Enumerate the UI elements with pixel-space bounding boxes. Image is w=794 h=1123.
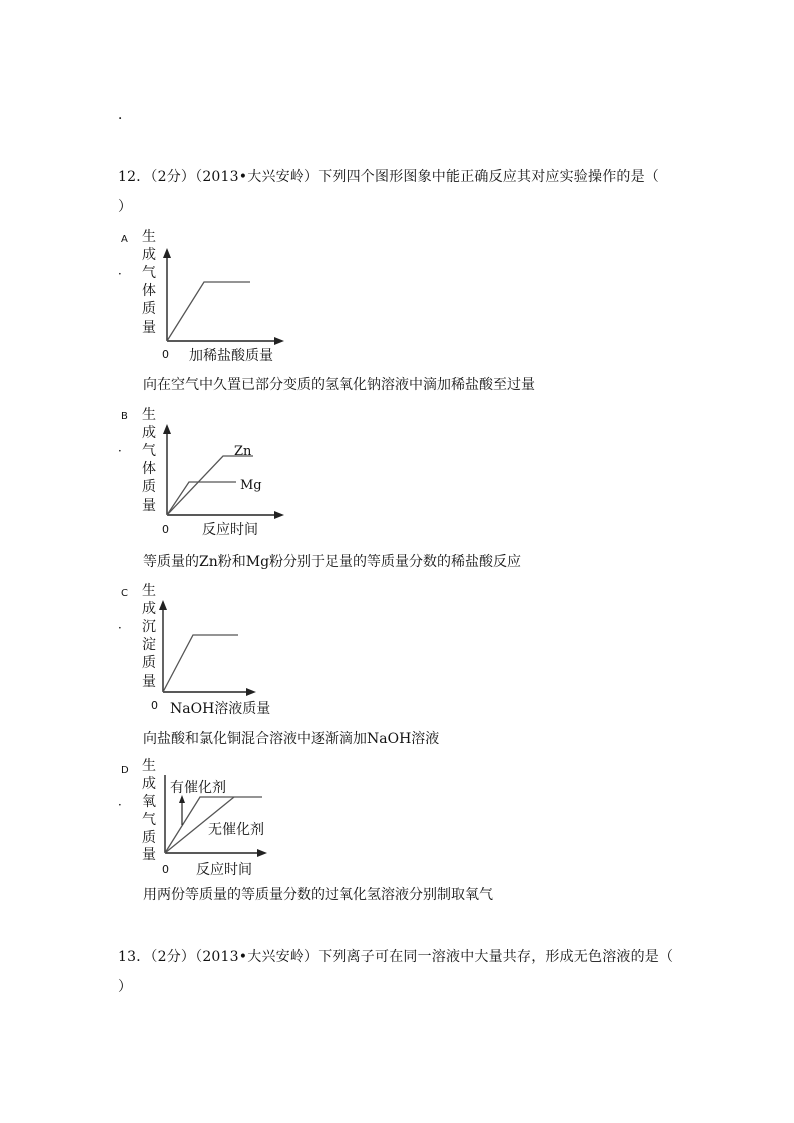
graph-c-ylabel-4: 淀 [142, 637, 156, 653]
option-c-caption: 向盐酸和氯化铜混合溶液中逐渐滴加NaOH溶液 [143, 731, 440, 747]
graph-d-pointer-arrow [179, 795, 185, 803]
graph-d-xlabel: 反应时间 [196, 862, 252, 878]
option-c-letter[interactable]: C [121, 588, 128, 599]
graph-d-origin: 0 [162, 863, 169, 876]
option-b-letter[interactable]: B [121, 411, 128, 422]
graph-b-ylabel-1: 生 [142, 407, 156, 423]
graph-d-ylabel-4: 气 [142, 812, 156, 828]
q13-stem-line2: ） [118, 979, 133, 995]
graph-d-label-catalyst: 有催化剂 [170, 780, 226, 796]
graph-a-curve [167, 282, 250, 341]
q12-stem-line2: ） [118, 199, 133, 215]
graph-a-ylabel-3: 气 [142, 265, 156, 281]
graph-c [136, 578, 296, 723]
graph-b-origin: 0 [162, 523, 169, 536]
graph-b-label-mg: Mg [240, 478, 262, 493]
option-c-dot: ． [118, 617, 131, 631]
top-mark: ． [118, 107, 133, 123]
option-d-caption: 用两份等质量的等质量分数的过氧化氢溶液分别制取氧气 [143, 887, 493, 903]
graph-b-ylabel-4: 体 [142, 461, 156, 477]
graph-a-ylabel-2: 成 [142, 247, 156, 263]
option-a-caption: 向在空气中久置已部分变质的氢氧化钠溶液中滴加稀盐酸至过量 [143, 377, 535, 393]
option-b-dot: ． [118, 440, 131, 454]
graph-b-ylabel-6: 量 [142, 498, 156, 514]
graph-c-y-arrow [159, 600, 167, 610]
graph-d-ylabel-1: 生 [142, 758, 156, 774]
option-a-dot: ． [118, 263, 131, 277]
graph-b [136, 402, 296, 547]
q12-stem-line1: 12．（2分）（2013•大兴安岭）下列四个图形图象中能正确反应其对应实验操作的是（ [118, 169, 660, 185]
graph-c-x-arrow [246, 688, 256, 696]
graph-d-ylabel-5: 质 [142, 830, 156, 846]
option-a-letter[interactable]: A [121, 234, 128, 245]
graph-b-ylabel-5: 质 [142, 479, 156, 495]
graph-b-x-arrow [274, 511, 284, 519]
graph-b-ylabel-3: 气 [142, 443, 156, 459]
graph-a-xlabel: 加稀盐酸质量 [189, 348, 273, 364]
graph-a-ylabel-4: 体 [142, 283, 156, 299]
graph-c-ylabel-6: 量 [142, 674, 156, 690]
graph-a-ylabel-1: 生 [142, 229, 156, 245]
graph-d-ylabel-6: 量 [142, 847, 156, 863]
graph-c-ylabel-1: 生 [142, 583, 156, 599]
graph-d-x-arrow [257, 849, 267, 857]
graph-d-ylabel-2: 成 [142, 776, 156, 792]
graph-c-ylabel-2: 成 [142, 601, 156, 617]
graph-b-y-arrow [163, 424, 171, 434]
graph-a [136, 224, 296, 369]
graph-b-xlabel: 反应时间 [202, 522, 258, 538]
graph-c-origin: 0 [151, 699, 158, 712]
graph-a-origin: 0 [162, 348, 169, 361]
graph-a-ylabel-6: 量 [142, 320, 156, 336]
graph-d [136, 753, 296, 883]
graph-c-ylabel-5: 质 [142, 655, 156, 671]
option-d-letter[interactable]: D [121, 765, 129, 776]
graph-a-ylabel-5: 质 [142, 301, 156, 317]
graph-d-label-no-catalyst: 无催化剂 [208, 822, 264, 838]
graph-c-ylabel-3: 沉 [142, 619, 156, 635]
graph-b-label-zn: Zn [234, 444, 252, 459]
graph-d-ylabel-3: 氧 [142, 794, 156, 810]
q13-stem-line1: 13．（2分）（2013•大兴安岭）下列离子可在同一溶液中大量共存，形成无色溶液的是（ [118, 949, 674, 965]
option-b-caption: 等质量的Zn粉和Mg粉分别于足量的等质量分数的稀盐酸反应 [143, 554, 522, 570]
graph-a-y-arrow [163, 248, 171, 258]
graph-a-x-arrow [274, 337, 284, 345]
graph-c-xlabel: NaOH溶液质量 [170, 701, 271, 717]
graph-b-curve-mg [167, 482, 236, 515]
option-d-dot: ． [118, 794, 131, 808]
graph-c-curve [163, 635, 238, 692]
graph-b-ylabel-2: 成 [142, 425, 156, 441]
